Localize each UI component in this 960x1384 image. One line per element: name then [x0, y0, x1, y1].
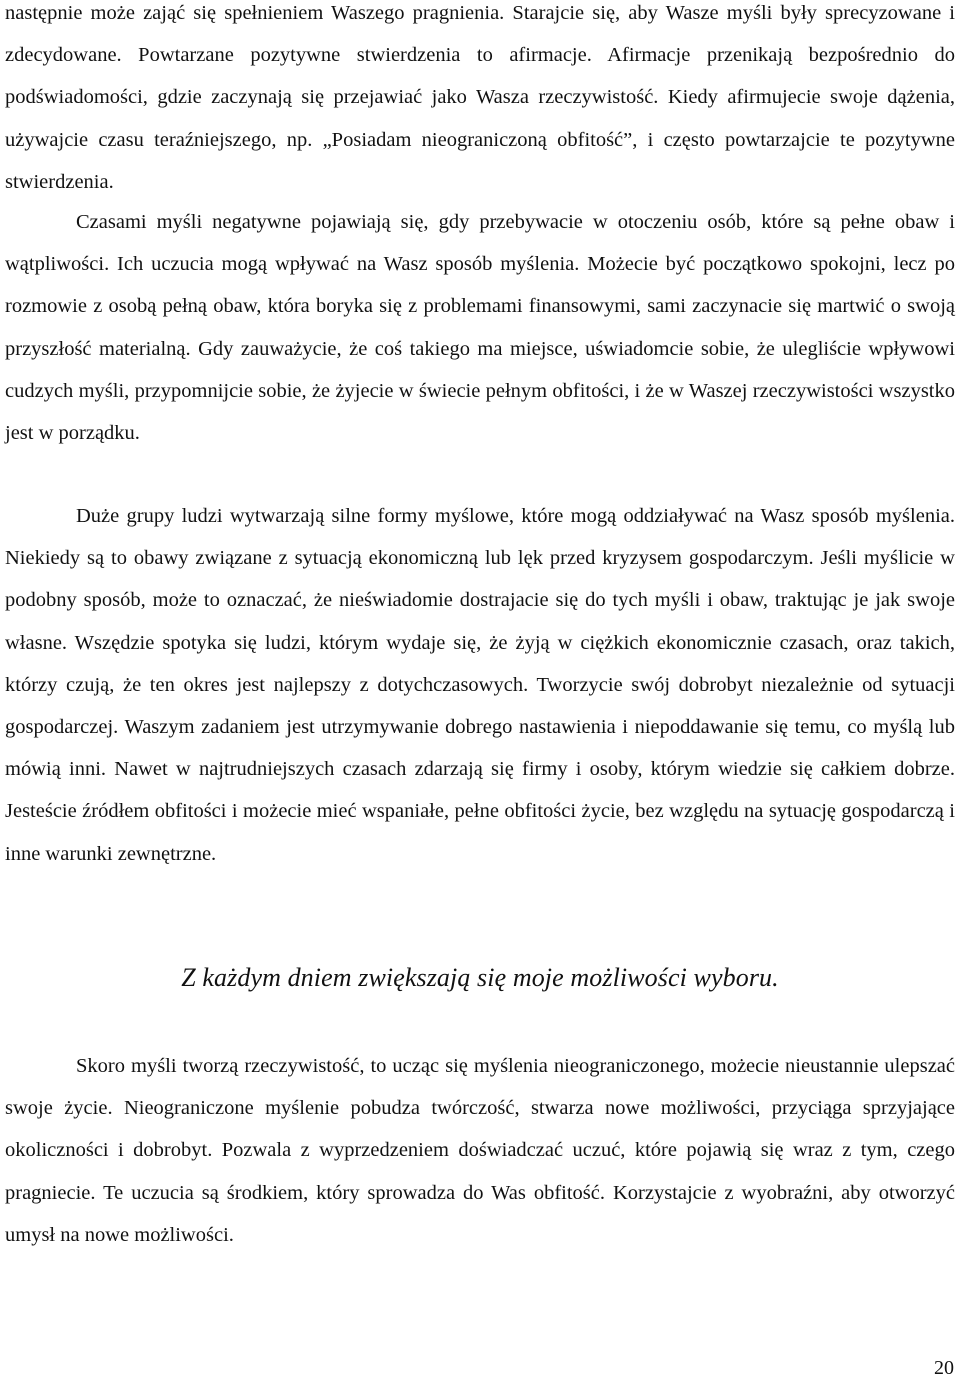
paragraph-continuation: następnie może zająć się spełnieniem Waszego pragnienia. Starajcie się, aby Wasze myśli były sprecyzowane i zdecydowane. Powtarzane pozytywne stwierdzenia to afirmacje. Afirmacje przenikają bezpośrednio do podświadomości, gdzie zaczynają się przejawiać jako Wasza rzeczywistość. Kiedy afirmujecie swoje dążenia, używajcie czasu teraźniejszego, np. „Posiadam nieograniczoną obfitość”, i często powtarzajcie te pozytywne stwierdzenia. — [5, 2, 955, 193]
paragraph-group-thoughts: Duże grupy ludzi wytwarzają silne formy myślowe, które mogą oddziaływać na Wasz sposób myślenia. Niekiedy są to obawy związane z sytuacją ekonomiczną lub lęk przed kryzysem gospodarczym. Jeśli myślicie w podobny sposób, może to oznaczać, że nieświadomie dostrajacie się do tych myśli i obaw, traktując je jak swoje własne. Wszędzie spotyka się ludzi, którym wydaje się, że żyją w ciężkich ekonomicznie czasach, oraz takich, którzy czują, że ten okres jest najlepszy z dotychczasowych. Tworzycie swój dobrobyt niezależnie od sytuacji gospodarczej. Waszym zadaniem jest utrzymywanie dobrego nastawienia i niepoddawanie się temu, co myślą lub mówią inni. Nawet w najtrudniejszych czasach zdarzają się firmy i osoby, którym wiedzie się całkiem dobrze. Jesteście źródłem obfitości i możecie mieć wspaniałe, pełne obfitości życie, bez względu na sytuację gospodarczą i inne warunki zewnętrzne. — [5, 505, 955, 865]
section-heading: Z każdym dniem zwiększają się moje możliwości wyboru. — [181, 963, 779, 992]
paragraph-negative-thoughts: Czasami myśli negatywne pojawiają się, gdy przebywacie w otoczeniu osób, które są pełne obaw i wątpliwości. Ich uczucia mogą wpływać na Wasz sposób myślenia. Możecie być początkowo spokojni, lecz po rozmowie z osobą pełną obaw, która boryka się z problemami finansowymi, sami zaczynacie się martwić o swoją przyszłość materialną. Gdy zauważycie, że coś takiego ma miejsce, uświadomcie sobie, że ulegliście wpływowi cudzych myśli, przypomnijcie sobie, że żyjecie w świecie pełnym obfitości, i że w Waszej rzeczywistości wszystko jest w porządku. — [5, 211, 955, 445]
page-number: 20 — [934, 1357, 954, 1379]
paragraph-unlimited-thinking: Skoro myśli tworzą rzeczywistość, to ucząc się myślenia nieograniczonego, możecie nieustannie ulepszać swoje życie. Nieograniczone myślenie pobudza twórczość, stwarza nowe możliwości, przyciąga sprzyjające okoliczności i dobrobyt. Pozwala z wyprzedzeniem doświadczać uczuć, które pojawią się wraz z tym, czego pragniecie. Te uczucia są środkiem, który sprowadza do Was obfitość. Korzystajcie z wyobraźni, aby otworzyć umysł na nowe możliwości. — [5, 1055, 955, 1246]
